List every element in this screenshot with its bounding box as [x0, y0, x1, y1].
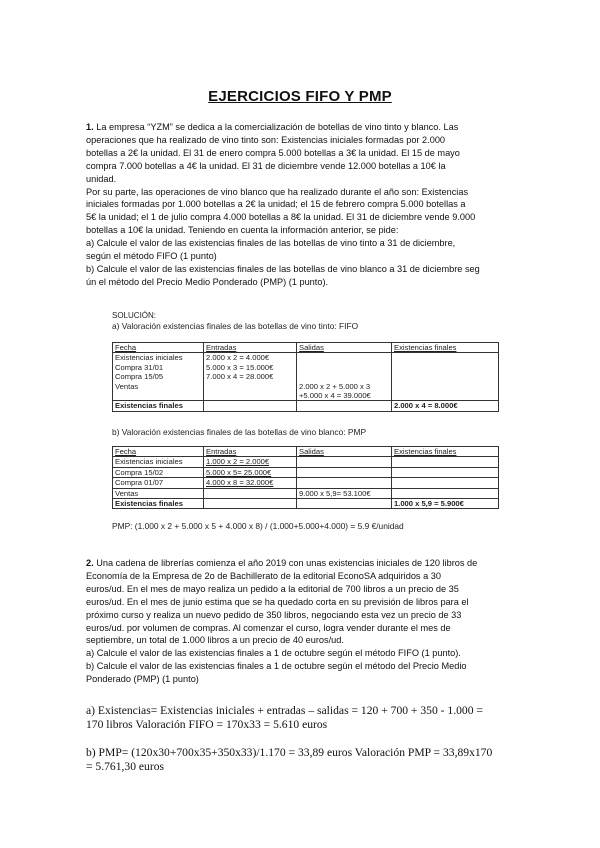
exercise-1-statement [86, 121, 516, 289]
header-salidas: Salidas [297, 447, 392, 457]
pmp-final-label: Existencias finales [113, 499, 204, 509]
exercise-2-line: 2. Una cadena de librerías comienza el año 2019 con unas existencias iniciales de 120 libros de [86, 558, 478, 568]
fifo-final-value: 2.000 x 4 = 8.000€ [392, 401, 499, 411]
exercise-1-line: botellas a 2€ la unidad. El 31 de enero compra 5.000 botellas a 3€ la unidad. El 15 de mayo [86, 147, 460, 158]
exercise-1-line: b) Calcule el valor de las existencias finales de las botellas de vino blanco a 31 de diciembre seg [86, 263, 480, 274]
fifo-final-label: Existencias finales [113, 401, 204, 411]
header-existencias: Existencias finales [392, 447, 499, 457]
answer-b [86, 746, 526, 775]
table-row [113, 353, 499, 401]
exercise-2-line: b) Calcule el valor de las existencias finales a 1 de octubre según el método del Precio Medio [86, 661, 467, 672]
answer-b-line: = 5.761,30 euros [86, 760, 165, 774]
exercise-1-line: operaciones que ha realizado de vino tinto son: Existencias iniciales formadas por 2.000 [86, 134, 446, 145]
table-row: Compra 01/07 4.000 x 8 = 32.000€ [113, 478, 499, 488]
table-final-row [113, 499, 499, 509]
header-existencias: Existencias finales [392, 343, 499, 353]
exercise-1-line: compra 7.000 botellas a 4€ la unidad. El 31 de diciembre vende 12.000 botellas a 10€ la [86, 160, 446, 171]
pmp-table [112, 446, 499, 509]
table-final-row [113, 401, 499, 411]
header-salidas: Salidas [297, 343, 392, 353]
exercise-2-line: euros/ud. En el mes de mayo realiza un pedido a la editorial de 700 libros a un precio de 35 [86, 583, 459, 594]
fifo-dates-cell: Existencias iniciales Compra 31/01 Compra 15/05 Ventas [113, 353, 204, 401]
fifo-exits-cell: 2.000 x 2 + 5.000 x 3 +5.000 x 4 = 39.000€ [297, 353, 392, 401]
exercise-2-line: Ponderado (PMP) (1 punto) [86, 674, 199, 685]
exercise-2-line: Economía de la Empresa de 2o de Bachillerato de la editorial EconoSA adquiridos a 30 [86, 570, 441, 581]
solution-b-label: b) Valoración existencias finales de las botellas de vino blanco: PMP [112, 427, 367, 437]
solution-a-label: a) Valoración existencias finales de las botellas de vino tinto: FIFO [112, 321, 359, 331]
exercise-1-line: ún el método del Precio Medio Ponderado (PMP) (1 punto). [86, 276, 329, 287]
fifo-entries-cell: 2.000 x 2 = 4.000€ 5.000 x 3 = 15.000€ 7.000 x 4 = 28.000€ [204, 353, 297, 401]
header-entradas: Entradas [204, 343, 297, 353]
exercise-1-line: 5€ la unidad; el 1 de julio compra 4.000 botellas a 8€ la unidad. El 31 de diciembre vende 9.000 [86, 212, 476, 223]
exercise-2-number: 2. [86, 558, 94, 568]
pmp-final-value: 1.000 x 5,9 = 5.900€ [392, 499, 499, 509]
fifo-stock-cell [392, 353, 499, 401]
table-row: Ventas 9.000 x 5,9= 53.100€ [113, 488, 499, 498]
header-fecha: Fecha [113, 447, 204, 457]
fifo-table [112, 342, 499, 412]
table-header-row [113, 447, 499, 457]
table-row: Existencias iniciales 1.000 x 2 = 2.000€ [113, 457, 499, 467]
page-title: EJERCICIOS FIFO Y PMP [208, 88, 392, 105]
exercise-1-line: según el método FIFO (1 punto) [86, 251, 217, 262]
exercise-1-line: botellas a 10€ la unidad. Teniendo en cuenta la información anterior, se pide: [86, 225, 399, 236]
exercise-2-line: euros/ud. por volumen de compras. Al comenzar el curso, logra vender durante el mes de [86, 622, 451, 633]
exercise-2-line: euros/ud. En el mes de junio estima que se ha quedado corta en su previsión de libros para el [86, 596, 469, 607]
answer-b-line: b) PMP= (120x30+700x35+350x33)/1.170 = 33,89 euros Valoración PMP = 33,89x170 [86, 746, 493, 759]
exercise-2-line: a) Calcule el valor de las existencias finales a 1 de octubre según el método FIFO (1 punto). [86, 648, 461, 659]
exercise-2-statement [86, 557, 516, 686]
answer-a-line: 170 libros Valoración FIFO = 170x33 = 5.610 euros [86, 718, 328, 732]
table-header-row [113, 343, 499, 353]
header-entradas: Entradas [204, 447, 297, 457]
exercise-2-line: próximo curso y realiza un nuevo pedido de 350 libros, negociando esta vez un precio de 33 [86, 609, 462, 620]
exercise-1-line: unidad. [86, 173, 117, 184]
header-fecha: Fecha [113, 343, 204, 353]
pmp-formula: PMP: (1.000 x 2 + 5.000 x 5 + 4.000 x 8) / (1.000+5.000+4.000) = 5.9 €/unidad [112, 521, 404, 531]
solution-heading: SOLUCIÓN: [112, 311, 157, 320]
table-row: Compra 15/02 5.000 x 5= 25.000€ [113, 467, 499, 477]
exercise-1-line: a) Calcule el valor de las existencias finales de las botellas de vino tinto a 31 de diciembre, [86, 238, 456, 249]
exercise-1-line: iniciales formadas por 1.000 botellas a 2€ la unidad; el 15 de febrero compra 5.000 botellas a [86, 199, 466, 210]
exercise-2-line: septiembre, un total de 1.000 libros a un precio de 40 euros/ud. [86, 635, 344, 646]
answer-a [86, 704, 526, 733]
exercise-1-number: 1. [86, 122, 94, 132]
exercise-1-line: 1. La empresa “YZM” se dedica a la comercialización de botellas de vino tinto y blanco. Las [86, 122, 459, 132]
exercise-1-line: Por su parte, las operaciones de vino blanco que ha realizado durante el año son: Existencias [86, 186, 469, 197]
answer-a-line: a) Existencias= Existencias iniciales + entradas – salidas = 120 + 700 + 350 - 1.000 = [86, 704, 483, 717]
